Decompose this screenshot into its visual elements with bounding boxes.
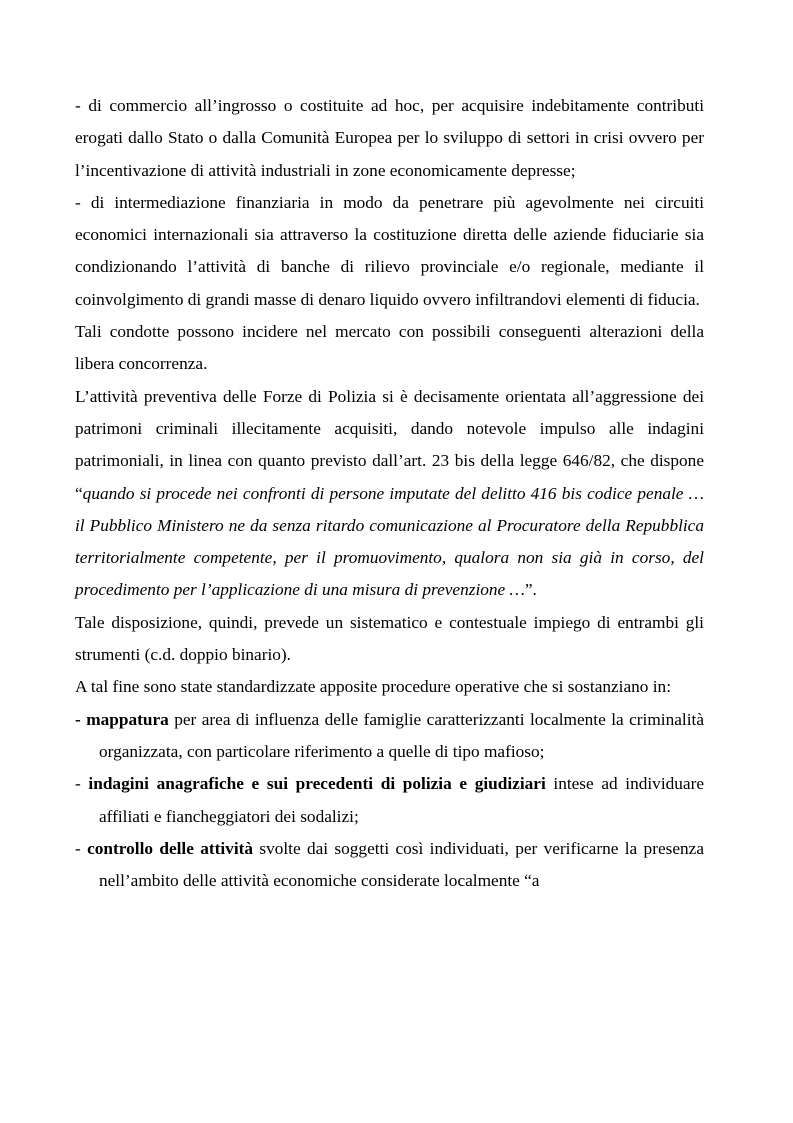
quote-close: ”. (524, 580, 537, 600)
list-item-text: intese ad individuare affiliati e fiancheggiatori dei sodalizi; (99, 774, 704, 826)
list-item-text: svolte dai soggetti così individuati, per verificarne la presenza nell’ambito delle attività economiche considerate localmente “a (99, 838, 705, 891)
list-item-dash: - (75, 838, 88, 858)
paragraph-disposizione: Tale disposizione, quindi, prevede un sistematico e contestuale impiego di entrambi gli strumenti (c.d. doppio binario). (75, 612, 704, 665)
paragraph-intermediazione: - di intermediazione finanziaria in modo da penetrare più agevolmente nei circuiti economici internazionali sia attraverso la costituzione diretta delle aziende fiduciarie sia condizionando l’attività di banche di rilievo provinciale e/o regionale, mediante il coinvolgimento di grandi masse di denaro liquido ovvero infiltrandovi elementi di fiducia. (75, 192, 704, 309)
list-item-text: per area di influenza delle famiglie caratterizzanti localmente la criminalità organizzata, con particolare riferimento a quelle di tipo mafioso; (99, 709, 704, 761)
paragraph-attivita-preventiva (75, 381, 704, 607)
paragraph-condotte: Tali condotte possono incidere nel mercato con possibili conseguenti alterazioni della libera concorrenza. (75, 322, 704, 374)
paragraph-procedure: A tal fine sono state standardizzate apposite procedure operative che si sostanziano in: (75, 677, 671, 697)
list-item-lead: controllo delle attività (87, 838, 254, 858)
list-item-lead: - mappatura (75, 709, 169, 729)
list-item-lead: indagini anagrafiche e sui precedenti di polizia e giudiziari (88, 774, 546, 794)
paragraph-commercio: - di commercio all’ingrosso o costituite ad hoc, per acquisire indebitamente contributi erogati dallo Stato o dalla Comunità Europea per lo sviluppo di settori in crisi ovvero per l’incentivazione di attività industriali in zone economicamente depresse; (75, 96, 704, 180)
list-item-indagini (75, 768, 704, 833)
list-item-mappatura (75, 704, 704, 769)
legal-quote: quando si procede nei confronti di persone imputate del delitto 416 bis codice penale … il Pubblico Ministero ne da senza ritardo comunicazione al Procuratore della Repubblica territorialmente competente, per il promuovimento, qualora non sia già in corso, del procedimento per l’applicazione di una misura di prevenzione … (75, 483, 704, 600)
list-item-controllo (75, 833, 704, 898)
document-page (75, 90, 704, 897)
list-item-dash: - (75, 774, 89, 794)
paragraph-text: L’attività preventiva delle Forze di Polizia si è decisamente orientata all’aggressione dei patrimoni criminali illecitamente acquisiti, dando notevole impulso alle indagini patrimoniali, in linea con quanto previsto dall’art. 23 bis della legge 646/82, che dispone “ (75, 386, 704, 503)
